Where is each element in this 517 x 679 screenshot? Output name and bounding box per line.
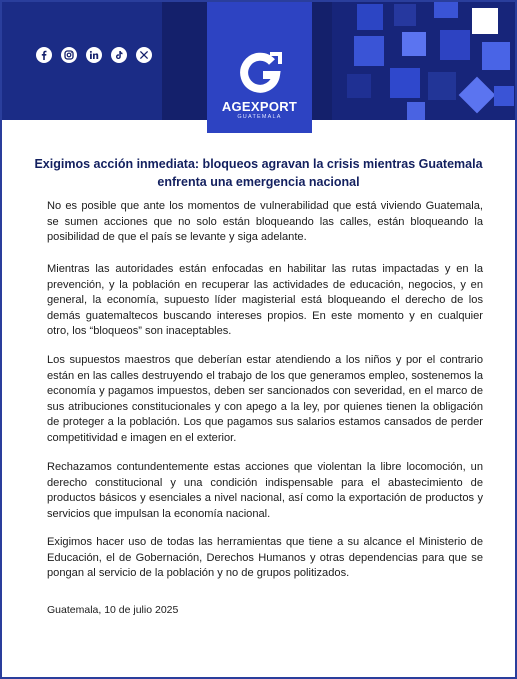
- paragraph-4: Rechazamos contundentemente estas acciones que violentan la libre locomoción, un derecho constitucional y una condición indispensable para el abastecimiento de productos básicos y esenciales a nivel nacional, así como la exportación de productos y servicios que impulsan la economía nacional.: [47, 461, 483, 520]
- decor-tile: [390, 68, 420, 98]
- decor-tile: [347, 74, 371, 98]
- statement-title: Exigimos acción inmediata: bloqueos agravan la crisis mientras Guatemala enfrenta una emergencia nacional: [34, 157, 483, 189]
- instagram-icon[interactable]: [61, 47, 77, 63]
- decor-tile: [434, 2, 458, 18]
- agexport-logo: [207, 2, 312, 133]
- paragraph-3: Los supuestos maestros que deberían estar atendiendo a los niños y por el contrario están en las calles destruyendo el trabajo de los que generamos empleo, sostenemos la economía y pagamos impuestos, deben ser sancionados con severidad, en el marco de sus atribuciones constitucionales y con apego a la ley, por quienes tienen la obligación de proteger a la población. Los que pagamos sus salarios estamos cansados de perder competitividad e imagen en el exterior.: [47, 354, 483, 444]
- paragraph-1: No es posible que ante los momentos de vulnerabilidad que está viviendo Guatemala, se sumen acciones que no solo están bloqueando las calles, están bloqueando la posibilidad de que el país se levante y siga adelante.: [47, 200, 483, 244]
- decor-tile: [482, 42, 510, 70]
- social-links: [36, 47, 152, 63]
- decor-tile: [357, 4, 383, 30]
- agexport-g-icon: [236, 49, 284, 97]
- brand-name: AGEXPORT: [221, 99, 298, 114]
- decor-tile: [440, 30, 470, 60]
- statement-date: Guatemala, 10 de julio 2025: [47, 604, 179, 616]
- paragraph-5: Exigimos hacer uso de todas las herramientas que tiene a su alcance el Ministerio de Educación, el de Gobernación, Derechos Humanos y otras dependencias para que se pongan al servicio de la población y no de grupos politizados.: [47, 536, 483, 580]
- decor-tile: [428, 72, 456, 100]
- linkedin-icon[interactable]: [86, 47, 102, 63]
- brand-subtitle: GUATEMALA: [237, 114, 282, 120]
- decor-tile: [402, 32, 426, 56]
- x-icon[interactable]: [136, 47, 152, 63]
- decor-tile: [354, 36, 384, 66]
- decor-tile: [494, 86, 514, 106]
- paragraph-2: Mientras las autoridades están enfocadas en habilitar las rutas impactadas y en la prevención, y la población en recuperar las actividades de educación, negocios, y en general, la economía, supuesto líder magisterial está bloqueando el derecho de los demás guatemaltecos buscando intereses propios. En este momento y en cualquier otro, los “bloqueos” son inaceptables.: [47, 263, 483, 338]
- facebook-icon[interactable]: [36, 47, 52, 63]
- decor-tile: [407, 102, 425, 120]
- decor-tile: [472, 8, 498, 34]
- decor-tile: [394, 4, 416, 26]
- tiktok-icon[interactable]: [111, 47, 127, 63]
